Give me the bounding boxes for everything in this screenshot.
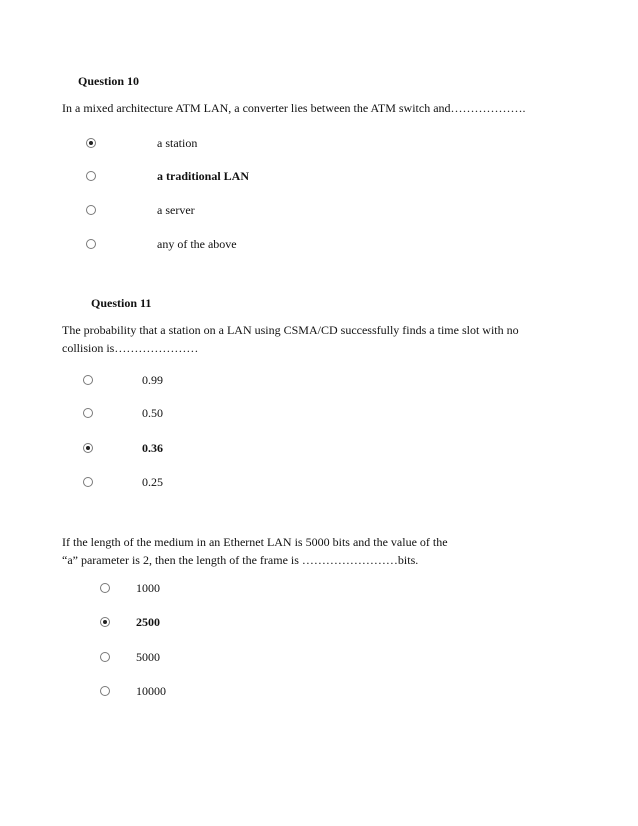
q12-option-2-label: 2500 [136, 615, 160, 629]
radio-icon[interactable] [83, 408, 93, 418]
radio-selected-icon[interactable] [86, 138, 96, 148]
radio-icon[interactable] [100, 652, 110, 662]
radio-icon[interactable] [83, 375, 93, 385]
radio-selected-icon[interactable] [100, 617, 110, 627]
radio-icon[interactable] [100, 583, 110, 593]
question-11-text-line-1: The probability that a station on a LAN using CSMA/CD successfully finds a time slot with no [62, 323, 519, 337]
q10-option-2-label: a traditional LAN [157, 169, 250, 183]
q11-option-2-label: 0.50 [142, 406, 163, 420]
q11-option-4-label: 0.25 [142, 475, 163, 489]
radio-icon[interactable] [83, 477, 93, 487]
radio-icon[interactable] [100, 686, 110, 696]
question-11-text-line-2: collision is………………… [62, 341, 199, 355]
question-10-text: In a mixed architecture ATM LAN, a converter lies between the ATM switch and………………. [62, 101, 526, 115]
question-12-text-line-1: If the length of the medium in an Ethernet LAN is 5000 bits and the value of the [62, 535, 448, 549]
q10-option-3-label: a server [157, 203, 195, 217]
radio-icon[interactable] [86, 239, 96, 249]
question-10-title: Question 10 [78, 74, 140, 88]
q10-option-4-label: any of the above [157, 237, 237, 251]
radio-selected-icon[interactable] [83, 443, 93, 453]
radio-icon[interactable] [86, 205, 96, 215]
question-11-title: Question 11 [91, 296, 152, 310]
q10-option-1-label: a station [157, 136, 198, 150]
question-12-text-line-2: “a” parameter is 2, then the length of the frame is ……………………bits. [62, 553, 419, 567]
q12-option-3-label: 5000 [136, 650, 160, 664]
q12-option-4-label: 10000 [136, 684, 166, 698]
q11-option-1-label: 0.99 [142, 373, 163, 387]
q11-option-3-label: 0.36 [142, 441, 163, 455]
radio-icon[interactable] [86, 171, 96, 181]
q12-option-1-label: 1000 [136, 581, 160, 595]
